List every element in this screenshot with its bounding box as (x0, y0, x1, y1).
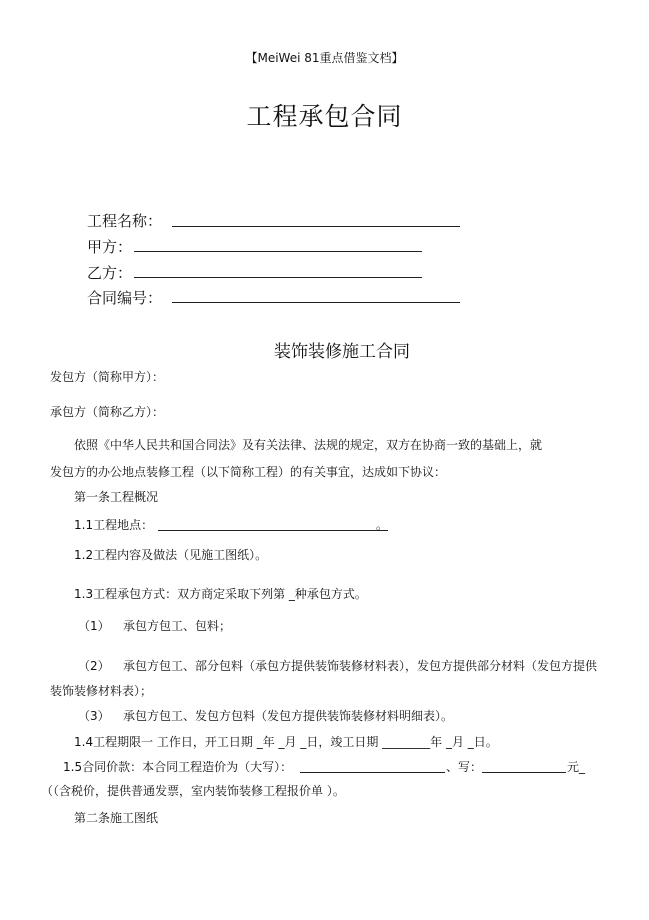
location-blank (158, 530, 388, 531)
cover-field-project-name (87, 210, 162, 231)
party-a-blank (134, 251, 422, 252)
cover-field-party-b (87, 262, 132, 283)
option-3-number: （3） (78, 709, 110, 723)
option-3-text: 承包方包工、发包方包料（发包方提供装饰装修材料明细表）。 (123, 709, 454, 723)
contract-subtitle: 装饰装修施工合同 (274, 342, 410, 362)
cover-field-party-a (87, 236, 132, 257)
party-b-line: 承包方（简称乙方）： (50, 405, 165, 419)
article-1-heading: 第一条工程概况 (74, 490, 159, 504)
cover-field-label: 甲方： (87, 238, 133, 256)
item-1-1 (74, 516, 153, 533)
cover-field-label: 工程名称： (87, 212, 163, 230)
price-figure-blank (482, 772, 566, 773)
party-b-blank (134, 277, 422, 278)
item-1-5-label: 1.5合同价款：本合同工程造价为（大写）： (63, 760, 293, 774)
item-1-5-unit: 元_ (567, 760, 586, 774)
option-2-continuation: 装饰装修材料表）； (50, 684, 153, 698)
option-1-number: （1） (78, 619, 110, 633)
party-a-line: 发包方（简称甲方）： (50, 370, 165, 384)
item-1-4: 1.4工程期限一 工作日，开工日期 _年 _月 _日，竣工日期 ________年 _月 _日。 (74, 735, 498, 749)
document-title: 工程承包合同 (246, 102, 403, 131)
option-1-text: 承包方包工、包料； (123, 619, 232, 633)
project-name-blank (172, 226, 460, 227)
item-1-5-mid: 、写： (446, 760, 483, 774)
item-1-1-end: 。 (376, 518, 389, 532)
price-uppercase-blank (300, 772, 445, 773)
item-1-5-note: （（含税价，提供普通发票，室内装饰装修工程报价单 ）。 (41, 784, 345, 798)
item-1-3: 1.3工程承包方式：双方商定采取下列第 _种承包方式。 (74, 587, 367, 601)
intro-line-2: 发包方的办公地点装修工程（以下简称工程）的有关事宜，达成如下协议： (50, 465, 447, 479)
item-1-1-label: 1.1工程地点： (74, 518, 154, 532)
article-2-heading: 第二条施工图纸 (74, 811, 159, 825)
cover-field-contract-no (87, 287, 162, 308)
contract-no-blank (172, 302, 460, 303)
option-2-number: （2） (78, 659, 110, 673)
cover-field-label: 乙方： (87, 264, 133, 282)
option-2-text: 承包方包工、部分包料（承包方提供装饰装修材料表），发包方提供部分材料（发包方提供 (123, 659, 598, 673)
document-header: 【MeiWei 81重点借鉴文档】 (245, 51, 404, 65)
item-1-2: 1.2工程内容及做法（见施工图纸）。 (74, 548, 268, 562)
cover-field-label: 合同编号： (87, 289, 163, 307)
intro-line-1: 依照《中华人民共和国合同法》及有关法律、法规的规定，双方在协商一致的基础上，就 (74, 438, 543, 452)
